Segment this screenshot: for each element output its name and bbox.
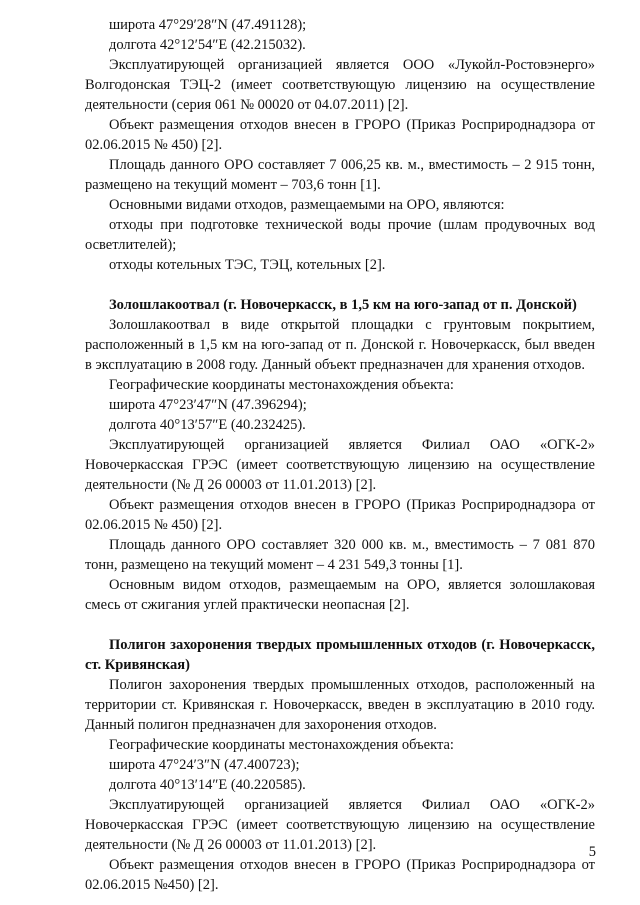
waste-item-1: отходы при подготовке технической воды прочие (шлам продувочных вод осветлителей); [85, 217, 595, 253]
waste-paragraph: Основным видом отходов, размещаемым на ОРО, является золошлаковая смесь от сжигания углей практически неопасная [2]. [85, 577, 595, 613]
section-heading: Полигон захоронения твердых промышленных отходов (г. Новочеркасск, ст. Кривянская) [85, 637, 595, 673]
area-paragraph: Площадь данного ОРО составляет 320 000 кв. м., вместимость – 7 081 870 тонн, размещено на текущий момент – 4 231 549,3 тонны [1]. [85, 537, 595, 573]
longitude-line: долгота 42°12′54″E (42.215032). [109, 37, 306, 53]
registry-paragraph: Объект размещения отходов внесен в ГРОРО (Приказ Росприроднадзора от 02.06.2015 №450) [2]. [85, 857, 595, 893]
operator-paragraph: Эксплуатирующей организацией является ООО «Лукойл-Ростовэнерго» Волгодонская ТЭЦ-2 (имеет соответствующую лицензию на осуществление деятельности (серия 061 № 00020 от 04.07.2011) [2]. [85, 57, 595, 113]
coordinates-label: Географические координаты местонахождения объекта: [109, 737, 454, 753]
section-heading: Золошлакоотвал (г. Новочеркасск, в 1,5 км на юго-запад от п. Донской) [109, 297, 577, 313]
waste-item-2: отходы котельных ТЭС, ТЭЦ, котельных [2]. [109, 257, 386, 273]
operator-paragraph: Эксплуатирующей организацией является Филиал ОАО «ОГК-2» Новочеркасская ГРЭС (имеет соответствующую лицензию на осуществление деятельности (№ Д 26 00003 от 11.01.2013) [2]. [85, 437, 595, 493]
page-number: 5 [588, 844, 596, 860]
longitude-line: долгота 40°13′14″E (40.220585). [109, 777, 306, 793]
section-gap [85, 615, 595, 635]
document-page [85, 15, 595, 895]
operator-paragraph: Эксплуатирующей организацией является Филиал ОАО «ОГК-2» Новочеркасская ГРЭС (имеет соответствующую лицензию на осуществление деятельности (№ Д 26 00003 от 11.01.2013) [2]. [85, 797, 595, 853]
longitude-line: долгота 40°13′57″E (40.232425). [109, 417, 306, 433]
description-paragraph: Полигон захоронения твердых промышленных отходов, расположенный на территории ст. Кривянская г. Новочеркасск, введен в эксплуатацию в 2010 году. Данный полигон предназначен для захоронения отходов. [85, 677, 595, 733]
description-paragraph: Золошлакоотвал в виде открытой площадки с грунтовым покрытием, расположенный в 1,5 км на юго-запад от п. Донской г. Новочеркасск, был введен в эксплуатацию в 2008 году. Данный объект предназначен для хранения отходов. [85, 317, 595, 373]
latitude-line: широта 47°23′47″N (47.396294); [109, 397, 307, 413]
coordinates-label: Географические координаты местонахождения объекта: [109, 377, 454, 393]
registry-paragraph: Объект размещения отходов внесен в ГРОРО (Приказ Росприроднадзора от 02.06.2015 № 450) [2]. [85, 497, 595, 533]
area-paragraph: Площадь данного ОРО составляет 7 006,25 кв. м., вместимость – 2 915 тонн, размещено на текущий момент – 703,6 тонн [1]. [85, 157, 595, 193]
latitude-line: широта 47°24′3″N (47.400723); [109, 757, 300, 773]
registry-paragraph: Объект размещения отходов внесен в ГРОРО (Приказ Росприроднадзора от 02.06.2015 № 450) [2]. [85, 117, 595, 153]
waste-intro-line: Основными видами отходов, размещаемыми на ОРО, являются: [109, 197, 505, 213]
latitude-line: широта 47°29′28″N (47.491128); [109, 17, 307, 33]
section-gap [85, 275, 595, 295]
